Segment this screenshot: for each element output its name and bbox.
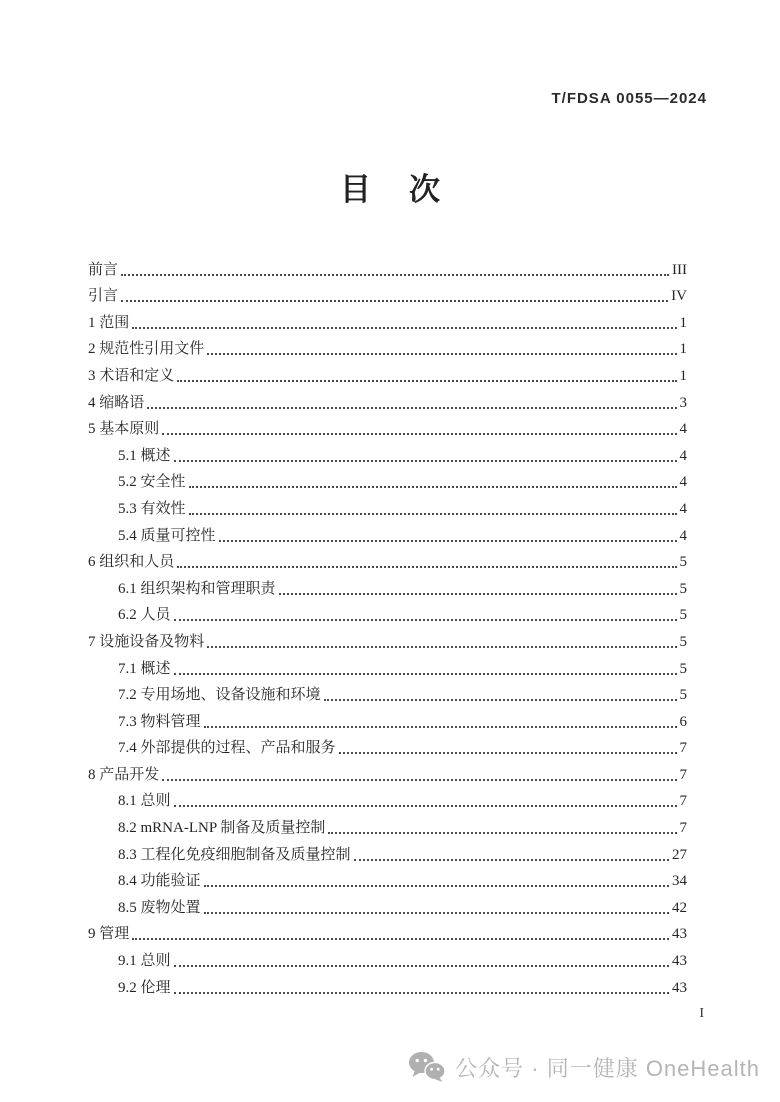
toc-entry-page: 5 (679, 554, 687, 571)
toc-entry (88, 467, 687, 494)
toc-entry-label: 7.2 专用场地、设备设施和环境 (118, 687, 321, 704)
toc-entry-page: 1 (679, 341, 687, 358)
toc-leader-dots (177, 566, 676, 568)
toc-entry-label: 8.4 功能验证 (118, 873, 201, 890)
toc-leader-dots (328, 832, 676, 834)
toc-leader-dots (207, 646, 676, 648)
toc-entry-page: 43 (672, 926, 687, 943)
toc-entry-page: III (672, 261, 687, 278)
toc-entry (88, 945, 687, 972)
toc-entry-page: 4 (679, 527, 687, 544)
toc-entry (88, 387, 687, 414)
toc-entry-page: 5 (679, 660, 687, 677)
toc-entry-page: 1 (679, 314, 687, 331)
toc-entry-page: 34 (672, 873, 687, 890)
toc-leader-dots (204, 726, 677, 728)
toc-leader-dots (204, 885, 669, 887)
toc-entry (88, 653, 687, 680)
toc-entry-page: 6 (679, 713, 687, 730)
toc-entry-label: 9 管理 (88, 926, 130, 943)
toc-entry (88, 360, 687, 387)
toc-leader-dots (219, 540, 677, 542)
toc-entry-label: 8.1 总则 (118, 793, 171, 810)
toc-entry-page: IV (671, 288, 687, 305)
toc-entry (88, 307, 687, 334)
toc-entry-page: 5 (679, 607, 687, 624)
page-title-char1: 目 (340, 172, 371, 207)
toc-entry (88, 520, 687, 547)
toc-leader-dots (204, 912, 669, 914)
toc-entry (88, 493, 687, 520)
toc-entry (88, 281, 687, 308)
toc-leader-dots (177, 380, 676, 382)
toc-entry-page: 4 (679, 447, 687, 464)
doc-code: T/FDSA 0055—2024 (551, 90, 707, 107)
toc-entry (88, 759, 687, 786)
toc-entry-page: 43 (672, 979, 687, 996)
toc-leader-dots (189, 486, 677, 488)
toc-entry-label: 8.2 mRNA-LNP 制备及质量控制 (118, 820, 326, 837)
toc-leader-dots (174, 460, 677, 462)
toc-entry-page: 4 (679, 474, 687, 491)
toc-entry-page: 7 (679, 740, 687, 757)
toc-entry (88, 892, 687, 919)
toc-entry (88, 680, 687, 707)
toc-entry (88, 414, 687, 441)
toc-entry (88, 972, 687, 999)
toc-entry-label: 前言 (88, 261, 119, 278)
toc-entry (88, 600, 687, 627)
toc-entry-label: 7.3 物料管理 (118, 713, 201, 730)
toc-leader-dots (121, 300, 668, 302)
toc-entry-page: 5 (679, 633, 687, 650)
toc-entry-page: 7 (679, 793, 687, 810)
toc-entry (88, 573, 687, 600)
toc-entry-label: 7 设施设备及物料 (88, 633, 205, 650)
toc-entry-label: 8.3 工程化免疫细胞制备及质量控制 (118, 846, 351, 863)
toc-leader-dots (174, 965, 669, 967)
toc-entry (88, 839, 687, 866)
page-title-char2: 次 (409, 172, 440, 207)
toc-entry-page: 4 (679, 421, 687, 438)
toc-entry (88, 919, 687, 946)
toc-entry-page: 3 (679, 394, 687, 411)
toc-leader-dots (162, 779, 676, 781)
toc-entry-label: 5.3 有效性 (118, 500, 186, 517)
toc-leader-dots (174, 673, 677, 675)
toc-entry-label: 8 产品开发 (88, 766, 160, 783)
toc-entry-label: 1 范围 (88, 314, 130, 331)
toc-entry-page: 5 (679, 580, 687, 597)
toc-leader-dots (132, 938, 669, 940)
watermark-text: 公众号 · 同一健康 OneHealth (455, 1055, 760, 1081)
toc-leader-dots (339, 752, 677, 754)
toc-entry (88, 786, 687, 813)
toc-entry-page: 43 (672, 953, 687, 970)
toc-entry-label: 8.5 废物处置 (118, 899, 201, 916)
toc-entry (88, 866, 687, 893)
toc-leader-dots (207, 353, 676, 355)
toc-leader-dots (132, 327, 676, 329)
toc-entry-page: 42 (672, 899, 687, 916)
toc-leader-dots (174, 619, 677, 621)
toc-entry-label: 2 规范性引用文件 (88, 341, 205, 358)
page-number: I (699, 1006, 704, 1021)
toc-leader-dots (174, 992, 669, 994)
toc-entry-label: 5 基本原则 (88, 421, 160, 438)
toc-entry (88, 334, 687, 361)
toc-entry (88, 706, 687, 733)
toc-leader-dots (147, 407, 676, 409)
toc-entry-page: 5 (679, 687, 687, 704)
toc-entry-label: 9.1 总则 (118, 953, 171, 970)
toc-entry-label: 3 术语和定义 (88, 367, 175, 384)
toc-leader-dots (324, 699, 677, 701)
toc-entry (88, 733, 687, 760)
toc-entry (88, 254, 687, 281)
toc-entry-page: 4 (679, 500, 687, 517)
toc-leader-dots (162, 433, 676, 435)
toc-entry-label: 9.2 伦理 (118, 979, 171, 996)
toc-leader-dots (354, 859, 669, 861)
toc-entry-label: 4 缩略语 (88, 394, 145, 411)
toc-list (88, 254, 687, 999)
toc-entry (88, 440, 687, 467)
wechat-icon (408, 1051, 446, 1083)
toc-leader-dots (121, 274, 669, 276)
toc-entry-label: 6.2 人员 (118, 607, 171, 624)
page-title (0, 164, 780, 209)
toc-entry-label: 5.1 概述 (118, 447, 171, 464)
toc-entry-label: 6 组织和人员 (88, 554, 175, 571)
toc-entry (88, 626, 687, 653)
toc-entry-label: 5.4 质量可控性 (118, 527, 216, 544)
toc-entry-page: 7 (679, 766, 687, 783)
toc-entry (88, 812, 687, 839)
toc-entry-label: 6.1 组织架构和管理职责 (118, 580, 276, 597)
toc-leader-dots (189, 513, 677, 515)
toc-entry-page: 7 (679, 820, 687, 837)
toc-entry-page: 27 (672, 846, 687, 863)
toc-entry-label: 7.4 外部提供的过程、产品和服务 (118, 740, 336, 757)
watermark (408, 1051, 760, 1083)
toc-entry-page: 1 (679, 367, 687, 384)
toc-leader-dots (279, 593, 677, 595)
toc-entry (88, 547, 687, 574)
toc-leader-dots (174, 805, 677, 807)
toc-entry-label: 5.2 安全性 (118, 474, 186, 491)
toc-entry-label: 7.1 概述 (118, 660, 171, 677)
toc-entry-label: 引言 (88, 288, 119, 305)
